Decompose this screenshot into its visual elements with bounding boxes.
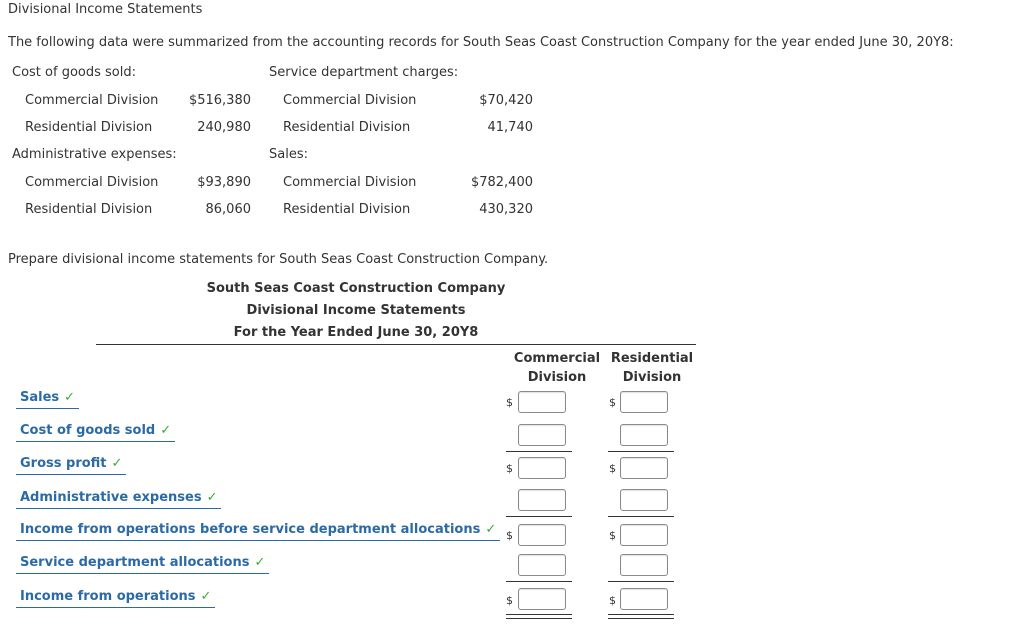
row-label-text: Income from operations before service department allocations [20, 522, 481, 537]
admin-residential-value: 86,060 [205, 202, 251, 217]
service-residential-value: 41,740 [487, 120, 533, 135]
subtotal-rule [506, 581, 572, 582]
admin-heading: Administrative expenses: [12, 147, 177, 162]
income-from-operations-residential-input[interactable] [620, 588, 668, 610]
col-commercial-header [505, 349, 609, 387]
gross-profit-residential-input[interactable] [620, 457, 668, 479]
row-label-text: Sales [20, 390, 60, 405]
col-commercial-line1: Commercial [513, 351, 601, 366]
check-icon: ✓ [111, 456, 123, 471]
admin-commercial-input[interactable] [518, 489, 566, 511]
total-double-rule [608, 614, 674, 619]
cogs-commercial-value: $516,380 [188, 93, 251, 108]
cogs-commercial-label: Commercial Division [25, 93, 159, 108]
check-icon: ✓ [485, 522, 497, 537]
admin-commercial-label: Commercial Division [25, 175, 159, 190]
sales-commercial-value: $782,400 [470, 175, 533, 190]
row-label-text: Income from operations [20, 589, 196, 604]
instruction-text: Prepare divisional income statements for South Seas Coast Construction Company. [8, 252, 549, 267]
cogs-residential-input[interactable] [620, 424, 668, 446]
subtotal-rule [608, 451, 674, 452]
subtotal-rule [608, 581, 674, 582]
col-residential-line2: Division [622, 370, 682, 385]
row-label-income-before-allocations [16, 522, 500, 541]
subtotal-rule [506, 451, 572, 452]
admin-residential-input[interactable] [620, 489, 668, 511]
service-commercial-value: $70,420 [479, 93, 533, 108]
check-icon: ✓ [64, 390, 76, 405]
sales-heading: Sales: [269, 147, 308, 162]
sales-commercial-label: Commercial Division [283, 175, 417, 190]
admin-residential-label: Residential Division [25, 202, 153, 217]
dollar-sign: $ [506, 396, 513, 409]
statement-company: South Seas Coast Construction Company [206, 281, 506, 296]
row-label-gross-profit [16, 456, 126, 475]
admin-commercial-value: $93,890 [197, 175, 251, 190]
cogs-commercial-input[interactable] [518, 424, 566, 446]
check-icon: ✓ [206, 490, 218, 505]
subtotal-rule [506, 516, 572, 517]
income-before-allocations-residential-input[interactable] [620, 524, 668, 546]
dollar-sign: $ [609, 594, 616, 607]
service-allocations-residential-input[interactable] [620, 554, 668, 576]
col-residential-line1: Residential [610, 351, 694, 366]
income-before-allocations-commercial-input[interactable] [518, 524, 566, 546]
row-label-text: Cost of goods sold [20, 423, 156, 438]
dollar-sign: $ [609, 462, 616, 475]
check-icon: ✓ [254, 555, 266, 570]
sales-residential-input[interactable] [620, 391, 668, 413]
sales-residential-label: Residential Division [283, 202, 411, 217]
dollar-sign: $ [506, 529, 513, 542]
row-label-text: Gross profit [20, 456, 107, 471]
cogs-heading: Cost of goods sold: [12, 65, 136, 80]
service-commercial-label: Commercial Division [283, 93, 417, 108]
col-residential-header [606, 349, 698, 387]
row-label-text: Administrative expenses [20, 490, 202, 505]
col-commercial-line2: Division [527, 370, 587, 385]
total-double-rule [506, 614, 572, 619]
sales-residential-value: 430,320 [479, 202, 533, 217]
check-icon: ✓ [200, 589, 212, 604]
service-residential-label: Residential Division [283, 120, 411, 135]
row-label-income-from-operations [16, 589, 215, 608]
dollar-sign: $ [609, 396, 616, 409]
statement-name: Divisional Income Statements [246, 303, 466, 318]
row-label-service-department-allocations [16, 555, 269, 574]
row-label-text: Service department allocations [20, 555, 250, 570]
gross-profit-commercial-input[interactable] [518, 457, 566, 479]
service-heading: Service department charges: [269, 65, 459, 80]
dollar-sign: $ [506, 594, 513, 607]
cogs-residential-label: Residential Division [25, 120, 153, 135]
statement-period: For the Year Ended June 30, 20Y8 [233, 325, 479, 340]
row-label-cost-of-goods-sold [16, 423, 175, 442]
check-icon: ✓ [160, 423, 172, 438]
problem-intro: The following data were summarized from the accounting records for South Seas Coast Construction Company for the year ended June 30, 20Y8: [8, 35, 954, 50]
row-label-administrative-expenses [16, 490, 221, 509]
subtotal-rule [608, 516, 674, 517]
page-title: Divisional Income Statements [8, 2, 203, 17]
sales-commercial-input[interactable] [518, 391, 566, 413]
service-allocations-commercial-input[interactable] [518, 554, 566, 576]
dollar-sign: $ [609, 529, 616, 542]
dollar-sign: $ [506, 462, 513, 475]
heading-rule [96, 344, 696, 345]
income-from-operations-commercial-input[interactable] [518, 588, 566, 610]
row-label-sales [16, 390, 79, 409]
cogs-residential-value: 240,980 [197, 120, 251, 135]
